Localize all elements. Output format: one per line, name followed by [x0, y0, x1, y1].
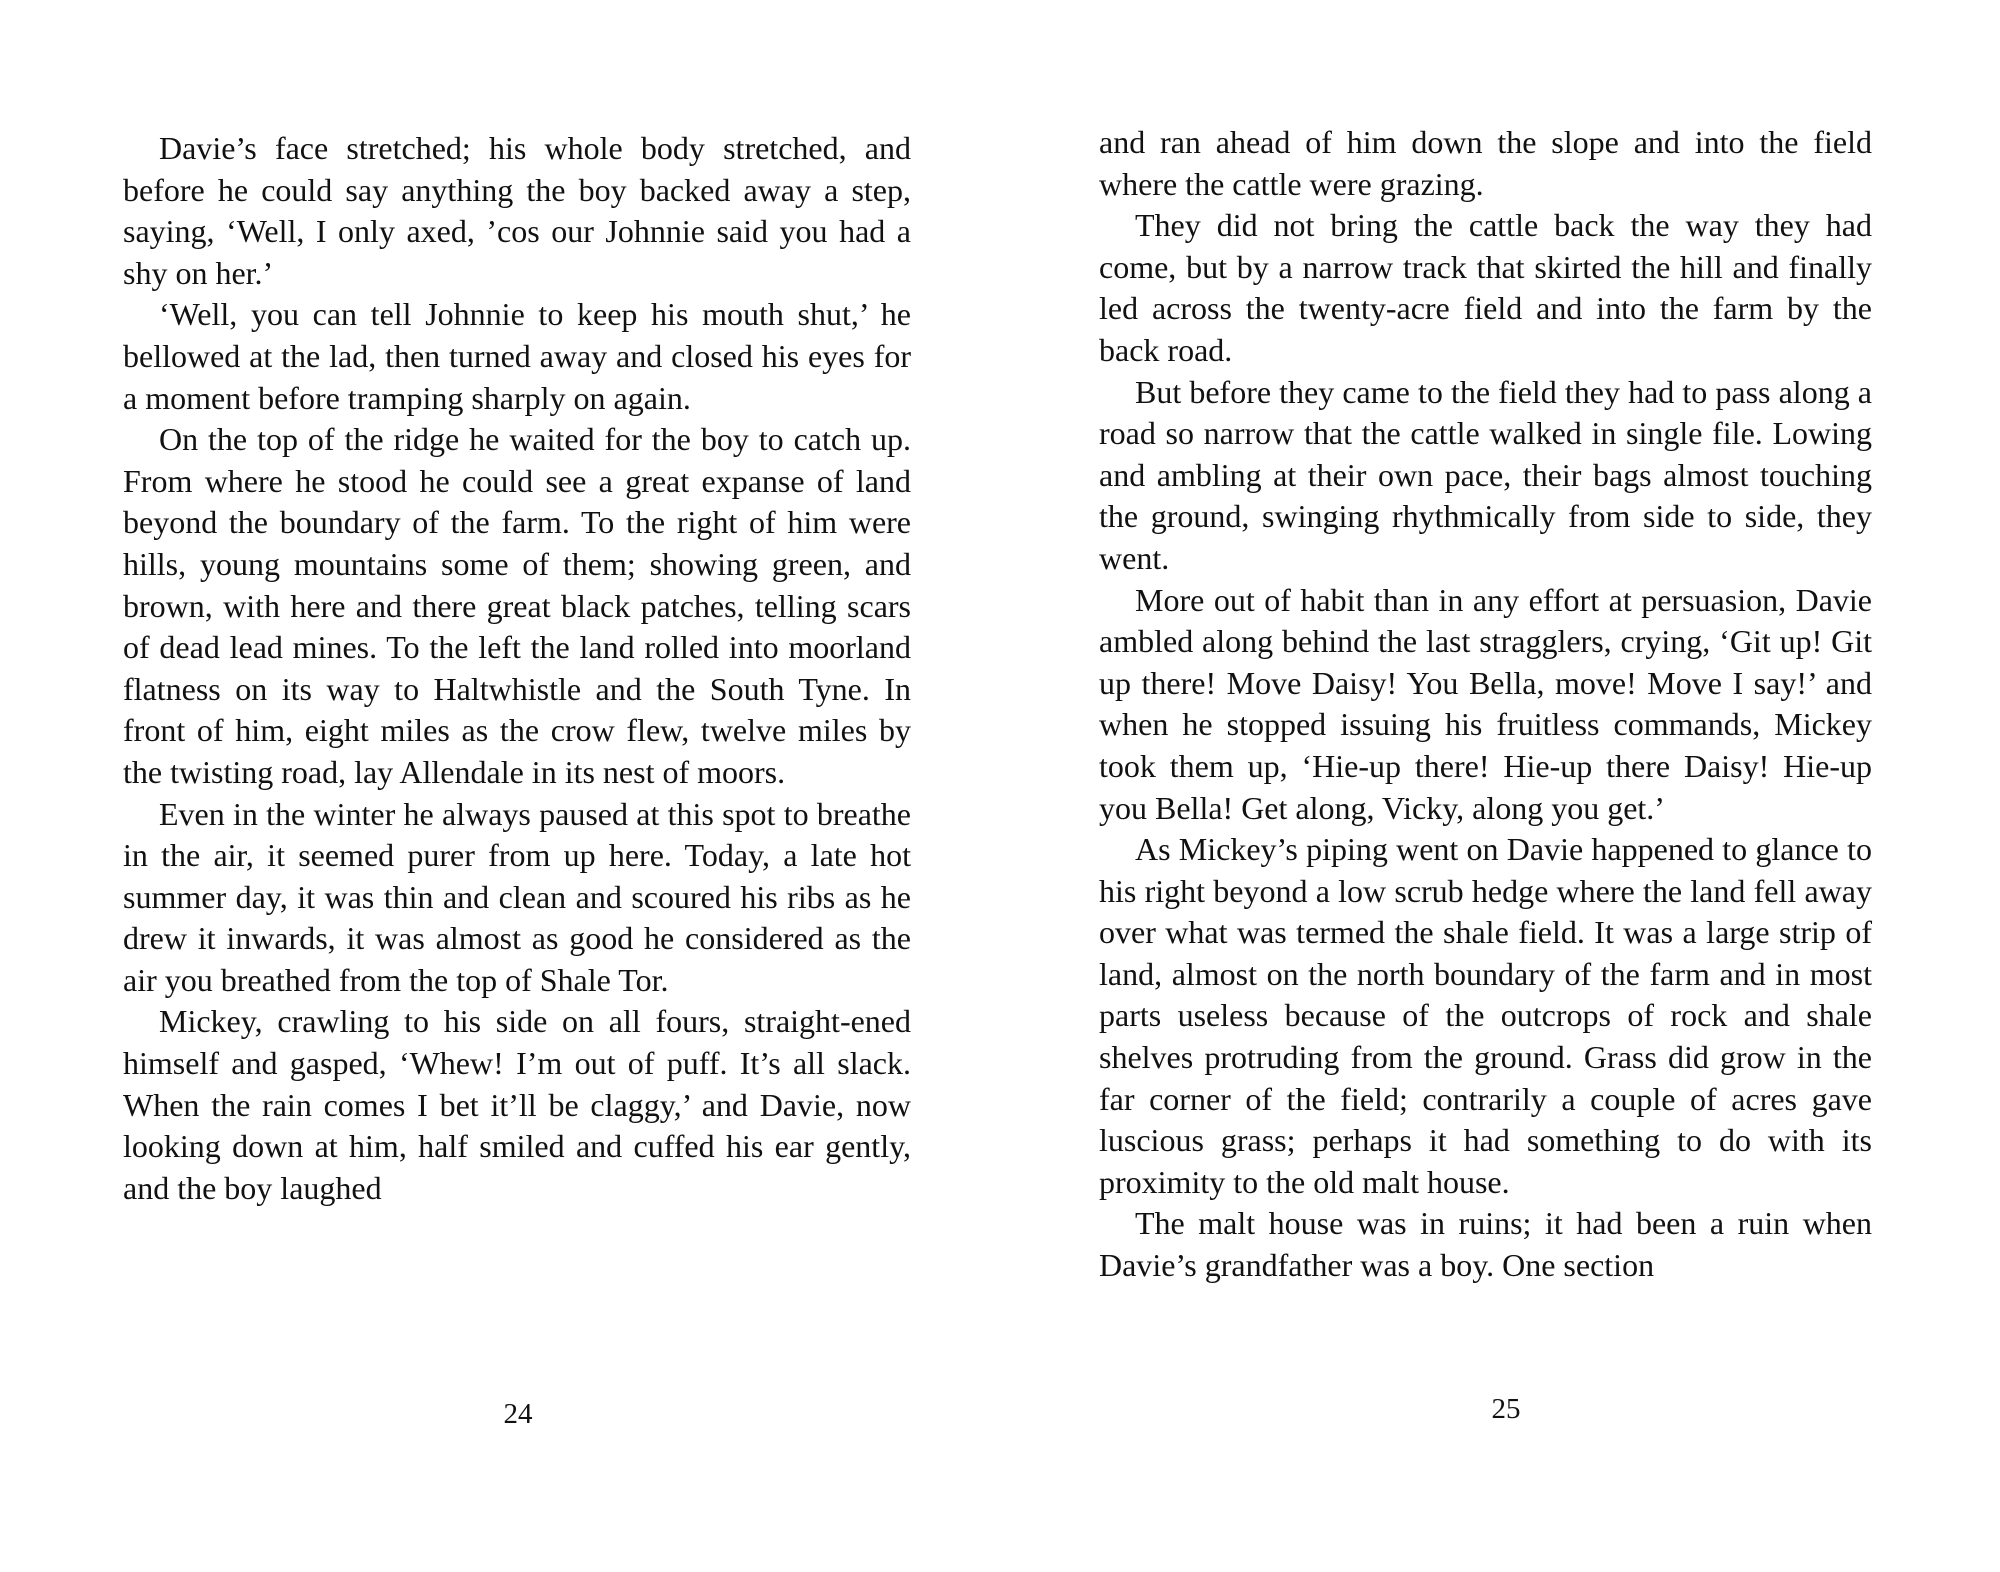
paragraph: They did not bring the cattle back the way they had come, but by a narrow track that skirted the hill and finally led across the twenty-acre field and into the farm by the back road. [1099, 207, 1872, 368]
paragraph: On the top of the ridge he waited for the boy to catch up. From where he stood he could see a great expanse of land beyond the boundary of the farm. To the right of him were hills, young mountains some of them; showing green, and brown, with here and there great black patches, telling scars of dead lead mines. To the left the land rolled into moorland flatness on its way to Haltwhistle and the South Tyne. In front of him, eight miles as the crow flew, twelve miles by the twisting road, lay Allendale in its nest of moors. [123, 421, 911, 790]
paragraph: The malt house was in ruins; it had been a ruin when Davie’s grandfather was a boy. One section [1099, 1205, 1872, 1284]
paragraph: Even in the winter he always paused at this spot to breathe in the air, it seemed purer from up here. Today, a late hot summer day, it was thin and clean and scoured his ribs as he drew it inwards, it was almost as good he considered as the air you breathed from the top of Shale Tor. [123, 795, 911, 998]
paragraph: As Mickey’s piping went on Davie happened to glance to his right beyond a low scrub hedge where the land fell away over what was termed the shale field. It was a large strip of land, almost on the north boundary of the farm and in most parts useless because of the outcrops of rock and shale shelves protruding from the ground. Grass did grow in the far corner of the field; contrarily a couple of acres gave luscious grass; perhaps it had something to do with its proximity to the old malt house. [1099, 831, 1872, 1200]
page-number: 24 [503, 1398, 533, 1430]
paragraph: ‘Well, you can tell Johnnie to keep his mouth shut,’ he bellowed at the lad, then turned away and closed his eyes for a moment before tramping sharply on again. [123, 296, 911, 416]
left-page-text [123, 128, 911, 1209]
page-number: 25 [1491, 1393, 1521, 1425]
paragraph: Mickey, crawling to his side on all fours, straight-ened himself and gasped, ‘Whew! I’m out of puff. It’s all slack. When the rain comes I bet it’ll be claggy,’ and Davie, now looking down at him, half smiled and cuffed his ear gently, and the boy laughed [123, 1003, 911, 1206]
right-page-text [1099, 122, 1872, 1287]
paragraph: Davie’s face stretched; his whole body stretched, and before he could say anything the boy backed away a step, saying, ‘Well, I only axed, ’cos our Johnnie said you had a shy on her.’ [123, 130, 911, 291]
continued-paragraph: and ran ahead of him down the slope and into the field where the cattle were grazing. [1099, 124, 1872, 202]
paragraph: More out of habit than in any effort at persuasion, Davie ambled along behind the last stragglers, crying, ‘Git up! Git up there! Move Daisy! You Bella, move! Move I say!’ and when he stopped issuing his fruitless commands, Mickey took them up, ‘Hie-up there! Hie-up there Daisy! Hie-up you Bella! Get along, Vicky, along you get.’ [1099, 581, 1872, 826]
paragraph: But before they came to the field they had to pass along a road so narrow that the cattle walked in single file. Lowing and ambling at their own pace, their bags almost touching the ground, swinging rhythmically from side to side, they went. [1099, 373, 1872, 576]
right-page [1000, 0, 2000, 1572]
